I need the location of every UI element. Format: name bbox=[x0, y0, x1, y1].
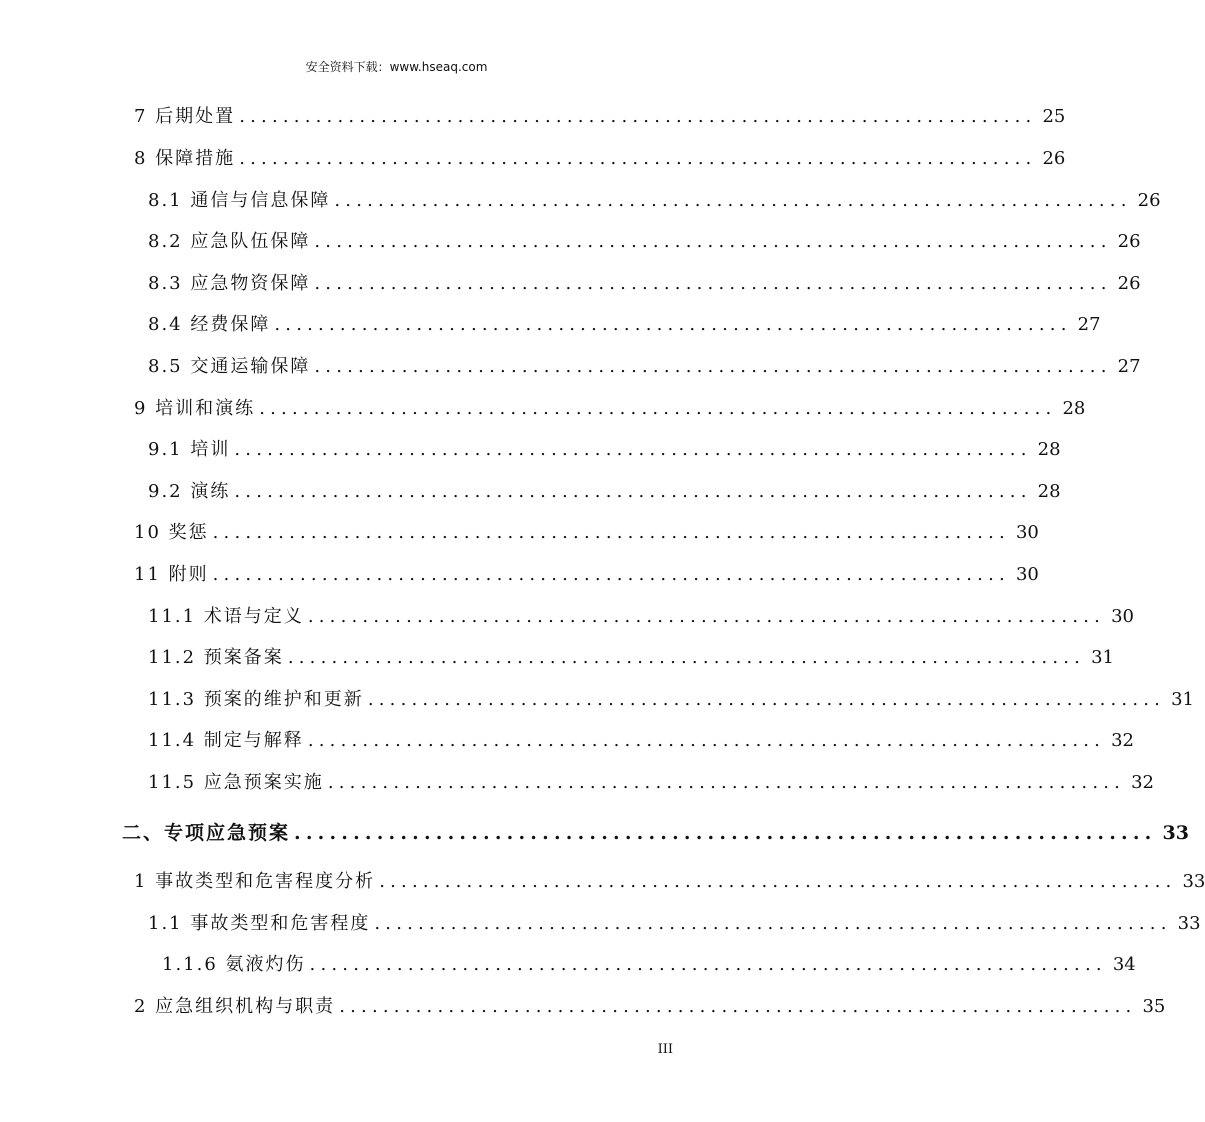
toc-entry-page: 33 bbox=[1177, 913, 1201, 934]
toc-entry-11-4[interactable] bbox=[148, 726, 1135, 756]
toc-entry-title: 11.2 预案备案 bbox=[148, 647, 284, 668]
toc-entry-page: 35 bbox=[1142, 996, 1166, 1017]
toc-entry-title: 1.1.6 氨液灼伤 bbox=[162, 954, 306, 975]
toc-entry-title: 11.4 制定与解释 bbox=[148, 730, 304, 751]
toc-entry-8-4[interactable] bbox=[148, 310, 1101, 340]
toc-entry-page: 26 bbox=[1042, 148, 1066, 169]
toc-entry-8-5[interactable] bbox=[148, 352, 1141, 382]
toc-entry-page: 26 bbox=[1117, 231, 1141, 252]
toc-leader-dots: ......................................................................... bbox=[259, 398, 1057, 419]
toc-entry-title: 8.3 应急物资保障 bbox=[148, 273, 311, 294]
toc-entry-title: 10 奖惩 bbox=[134, 522, 209, 543]
toc-entry-11-5[interactable] bbox=[148, 768, 1155, 798]
toc-entry-7[interactable] bbox=[134, 102, 1066, 132]
toc-entry-page: 31 bbox=[1171, 689, 1195, 710]
toc-entry-page: 25 bbox=[1042, 106, 1066, 127]
toc-leader-dots: ......................................................................... bbox=[309, 954, 1107, 975]
toc-leader-dots: ......................................................................... bbox=[334, 190, 1132, 211]
toc-entry-s2-2[interactable] bbox=[134, 992, 1166, 1022]
toc-entry-8-3[interactable] bbox=[148, 269, 1141, 299]
toc-entry-11[interactable] bbox=[134, 560, 1039, 590]
toc-entry-s2-1-1[interactable] bbox=[148, 909, 1201, 939]
toc-entry-page: 28 bbox=[1062, 398, 1086, 419]
toc-leader-dots: ......................................................................... bbox=[307, 730, 1106, 751]
toc-leader-dots: ......................................................................... bbox=[287, 647, 1086, 668]
page-header: 安全资料下载：www.hseaq.com bbox=[305, 60, 488, 74]
toc-entry-9[interactable] bbox=[134, 394, 1086, 424]
toc-entry-page: 28 bbox=[1037, 481, 1061, 502]
toc-leader-dots: ......................................................................... bbox=[274, 314, 1072, 335]
toc-entry-title: 11.1 术语与定义 bbox=[148, 606, 304, 627]
toc-entry-page: 28 bbox=[1037, 439, 1061, 460]
toc-entry-title: 11.5 应急预案实施 bbox=[148, 772, 324, 793]
toc-entry-page: 26 bbox=[1117, 273, 1141, 294]
toc-entry-page: 27 bbox=[1077, 314, 1101, 335]
toc-leader-dots: ......................................................................... bbox=[212, 522, 1010, 543]
toc-entry-page: 27 bbox=[1117, 356, 1141, 377]
toc-entry-title: 7 后期处置 bbox=[134, 106, 236, 127]
toc-entry-page: 30 bbox=[1111, 606, 1135, 627]
toc-leader-dots: ......................................................................... bbox=[239, 148, 1037, 169]
toc-entry-title: 1 事故类型和危害程度分析 bbox=[134, 871, 376, 892]
toc-leader-dots: ......................................................................... bbox=[212, 564, 1010, 585]
toc-entry-title: 11 附则 bbox=[134, 564, 209, 585]
toc-entry-title: 8 保障措施 bbox=[134, 148, 236, 169]
toc-entry-page: 33 bbox=[1162, 822, 1189, 844]
toc-entry-title: 8.1 通信与信息保障 bbox=[148, 190, 331, 211]
toc-entry-8-1[interactable] bbox=[148, 186, 1161, 216]
toc-entry-page: 33 bbox=[1182, 871, 1205, 892]
toc-leader-dots: ......................................................................... bbox=[339, 996, 1137, 1017]
toc-entry-page: 30 bbox=[1015, 522, 1039, 543]
toc-leader-dots: ......................................................................... bbox=[374, 913, 1172, 934]
toc-entry-page: 31 bbox=[1091, 647, 1115, 668]
toc-leader-dots: ......................................................................... bbox=[379, 871, 1177, 892]
toc-leader-dots: ......................................................................... bbox=[314, 231, 1112, 252]
toc-entry-page: 30 bbox=[1015, 564, 1039, 585]
toc-entry-title: 11.3 预案的维护和更新 bbox=[148, 689, 364, 710]
toc-entry-9-1[interactable] bbox=[148, 435, 1061, 465]
toc-entry-title: 二、专项应急预案 bbox=[122, 822, 291, 844]
toc-entry-page: 32 bbox=[1111, 730, 1135, 751]
toc-entry-title: 8.4 经费保障 bbox=[148, 314, 271, 335]
toc-entry-page: 32 bbox=[1131, 772, 1155, 793]
toc-leader-dots: ......................................................................... bbox=[294, 822, 1157, 844]
toc-entry-11-2[interactable] bbox=[148, 643, 1115, 673]
page-number: III bbox=[657, 1042, 673, 1057]
toc-leader-dots: ......................................................................... bbox=[314, 356, 1112, 377]
toc-entry-s2-1-1-6[interactable] bbox=[162, 950, 1136, 980]
toc-entry-8[interactable] bbox=[134, 144, 1066, 174]
toc-entry-8-2[interactable] bbox=[148, 227, 1141, 257]
toc-entry-title: 8.2 应急队伍保障 bbox=[148, 231, 311, 252]
toc-entry-9-2[interactable] bbox=[148, 477, 1061, 507]
toc-entry-title: 8.5 交通运输保障 bbox=[148, 356, 311, 377]
toc-leader-dots: ......................................................................... bbox=[239, 106, 1037, 127]
toc-entry-title: 2 应急组织机构与职责 bbox=[134, 996, 336, 1017]
toc-entry-title: 1.1 事故类型和危害程度 bbox=[148, 913, 371, 934]
toc-entry-title: 9.1 培训 bbox=[148, 439, 231, 460]
toc-entry-title: 9 培训和演练 bbox=[134, 398, 256, 419]
toc-leader-dots: ......................................................................... bbox=[234, 481, 1032, 502]
toc-leader-dots: ......................................................................... bbox=[234, 439, 1032, 460]
toc-leader-dots: ......................................................................... bbox=[367, 689, 1166, 710]
toc-entry-s2-1[interactable] bbox=[134, 867, 1205, 897]
toc-leader-dots: ......................................................................... bbox=[327, 772, 1126, 793]
toc-entry-11-1[interactable] bbox=[148, 602, 1135, 632]
toc-entry-10[interactable] bbox=[134, 518, 1039, 548]
toc-entry-page: 34 bbox=[1112, 954, 1136, 975]
toc-leader-dots: ......................................................................... bbox=[314, 273, 1112, 294]
toc-entry-title: 9.2 演练 bbox=[148, 481, 231, 502]
toc-entry-11-3[interactable] bbox=[148, 685, 1195, 715]
toc-entry-section-2[interactable] bbox=[122, 818, 1189, 848]
toc-entry-page: 26 bbox=[1137, 190, 1161, 211]
toc-leader-dots: ......................................................................... bbox=[307, 606, 1106, 627]
